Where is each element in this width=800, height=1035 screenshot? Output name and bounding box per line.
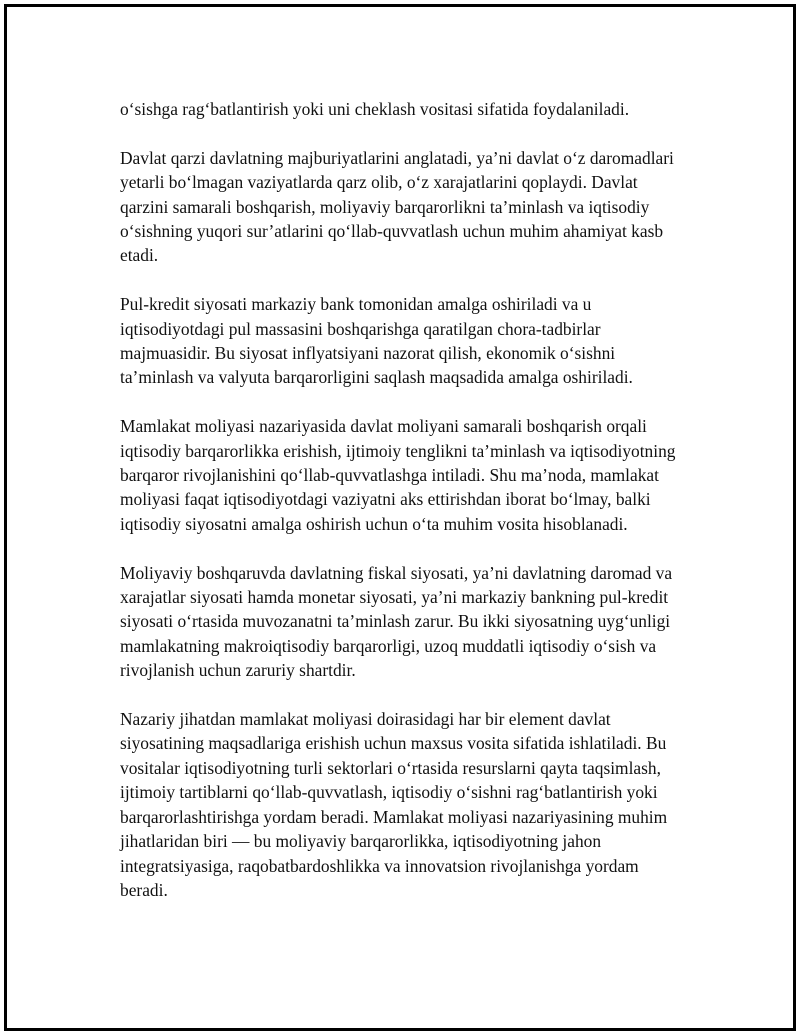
document-body — [120, 97, 690, 927]
paragraph-continuation: o‘sishga rag‘batlantirish yoki uni cheklash vositasi sifatida foydalaniladi. — [120, 99, 630, 119]
page-frame — [4, 4, 796, 1031]
paragraph-pul-kredit: Pul-kredit siyosati markaziy bank tomonidan amalga oshiriladi va u iqtisodiyotdagi pul massasini boshqarishga qaratilgan chora-tadbirlar majmuasidir. Bu siyosat inflyatsiyani nazorat qilish, ekonomik o‘sishni ta’minlash va valyuta barqarorligini saqlash maqsadida amalga oshiriladi. — [120, 294, 633, 388]
paragraph-moliyaviy-boshqaruv: Moliyaviy boshqaruvda davlatning fiskal siyosati, ya’ni davlatning daromad va xarajatlar siyosati hamda monetar siyosati, ya’ni markaziy bankning pul-kredit siyosati o‘rtasida muvozanatni ta’minlash zarur. Bu ikki siyosatning uyg‘unligi mamlakatning makroiqtisodiy barqarorligi, uzoq muddatli iqtisodiy o‘sish va rivojlanish uchun zaruriy shartdir. — [120, 562, 673, 681]
paragraph-nazariy-jihatdan: Nazariy jihatdan mamlakat moliyasi doirasidagi har bir element davlat siyosatining maqsadlariga erishish uchun maxsus vosita sifatida ishlatiladi. Bu vositalar iqtisodiyotning turli sektorlari o‘rtasida resurslarni qayta taqsimlash, ijtimoiy tartiblarni qo‘llab-quvvatlash, iqtisodiy o‘sishni rag‘batlantirish yoki barqarorlashtirishga yordam beradi. Mamlakat moliyasi nazariyasining muhim jihatlaridan biri — bu moliyaviy barqarorlikka, iqtisodiyotning jahon integratsiyasiga, raqobatbardoshlikka va innovatsion rivojlanishga yordam beradi. — [120, 709, 668, 900]
paragraph-davlat-qarzi: Davlat qarzi davlatning majburiyatlarini anglatadi, ya’ni davlat o‘z daromadlari yetarli bo‘lmagan vaziyatlarda qarz olib, o‘z xarajatlarini qoplaydi. Davlat qarzini samarali boshqarish, moliyaviy barqarorlikni ta’minlash va iqtisodiy o‘sishning yuqori sur’atlarini qo‘llab-quvvatlash uchun muhim ahamiyat kasb etadi. — [120, 147, 674, 266]
paragraph-mamlakat-moliyasi: Mamlakat moliyasi nazariyasida davlat moliyani samarali boshqarish orqali iqtisodiy barqarorlikka erishish, ijtimoiy tenglikni ta’minlash va iqtisodiyotning barqaror rivojlanishini qo‘llab-quvvatlashga intiladi. Shu ma’noda, mamlakat moliyasi faqat iqtisodiyotdagi vaziyatni aks ettirishdan iborat bo‘lmay, balki iqtisodiy siyosatni amalga oshirish uchun o‘ta muhim vosita hisoblanadi. — [120, 416, 676, 534]
